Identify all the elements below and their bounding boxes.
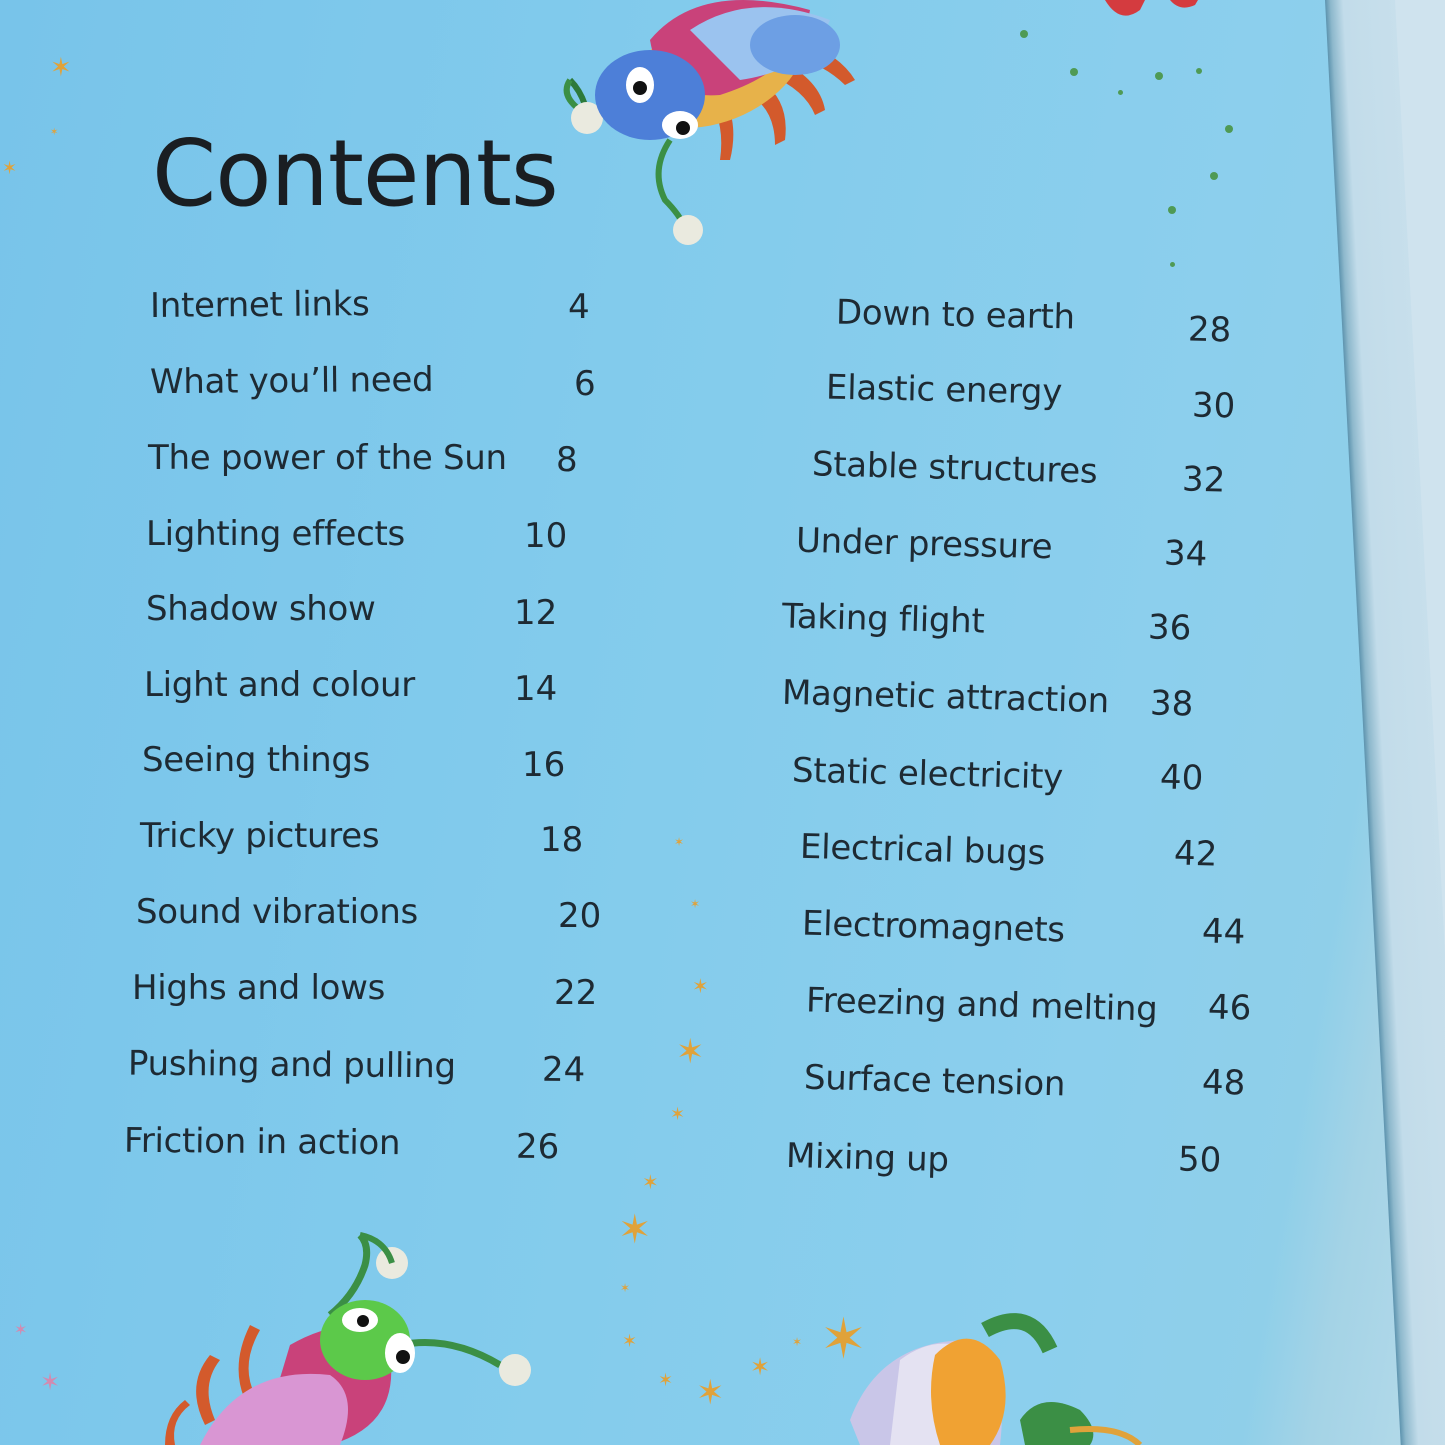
left-entry-page-number: 26 [515,1126,560,1168]
right-entry-page-number: 36 [1147,607,1192,649]
left-entry-title: Highs and lows [132,968,386,1008]
dot-icon [1225,125,1233,133]
star-icon: ✶ [14,1320,28,1339]
star-icon: ✶ [692,974,709,998]
star-icon: ✶ [2,158,18,179]
left-entry-title: The power of the Sun [148,438,507,478]
dot-icon [1020,30,1028,38]
right-entry-title: Magnetic attraction [781,672,1110,722]
left-entry-title: Internet links [149,284,370,326]
left-entry-title: Pushing and pulling [127,1043,456,1087]
star-icon: ✶ [674,835,685,849]
dot-icon [1196,68,1202,74]
star-icon: ✶ [676,1032,705,1072]
left-entry-title: Seeing things [142,740,371,780]
bug-bottom-left-icon [160,1225,540,1445]
star-icon: ✶ [696,1373,725,1413]
right-entry-page-number: 34 [1163,533,1208,575]
star-icon: ✶ [642,1170,659,1194]
left-entry-title: Lighting effects [146,514,405,554]
right-entry-page-number: 46 [1207,987,1252,1029]
star-icon: ✶ [820,1307,867,1372]
star-icon: ✶ [622,1331,638,1352]
star-icon: ✶ [658,1370,674,1391]
dot-icon [1170,262,1175,267]
left-entry-page-number: 8 [556,440,578,480]
right-entry-title: Electromagnets [801,903,1066,951]
star-icon: ✶ [50,53,72,83]
star-icon: ✶ [690,897,701,911]
dot-icon [1210,172,1218,180]
bug-bottom-right-icon [840,1300,1160,1445]
left-entry-page-number: 24 [541,1049,586,1091]
dot-icon [1118,90,1123,95]
right-entry-page-number: 42 [1173,833,1218,875]
right-entry-title: Taking flight [781,596,985,642]
star-icon: ✶ [620,1281,631,1295]
left-entry-title: Shadow show [146,589,376,629]
star-icon: ✶ [618,1207,652,1253]
left-entry-page-number: 16 [522,745,566,785]
dot-icon [1155,72,1163,80]
page-title: Contents [152,120,558,227]
star-icon: ✶ [750,1353,771,1381]
left-entry-page-number: 14 [514,669,558,709]
bug-top-icon [540,0,900,260]
right-entry-page-number: 48 [1201,1062,1246,1104]
left-entry-title: Light and colour [144,665,415,705]
left-entry-page-number: 4 [567,286,590,328]
right-entry-page-number: 40 [1159,757,1204,799]
right-entry-page-number: 38 [1149,683,1194,725]
right-entry-title: Static electricity [791,750,1064,798]
right-entry-page-number: 44 [1201,911,1246,953]
left-entry-title: Sound vibrations [136,892,418,932]
left-entry-page-number: 12 [514,593,558,633]
right-entry-title: Elastic energy [825,367,1063,413]
left-entry-page-number: 18 [540,820,584,860]
right-entry-title: Surface tension [803,1057,1066,1105]
left-entry-page-number: 20 [558,896,602,936]
right-entry-title: Mixing up [785,1135,950,1181]
left-entry-page-number: 6 [573,363,596,405]
star-icon: ✶ [40,1368,61,1396]
dot-icon [1168,206,1176,214]
left-entry-page-number: 10 [524,516,568,556]
right-entry-page-number: 32 [1181,459,1226,501]
star-icon: ✶ [792,1335,803,1349]
left-entry-page-number: 22 [554,973,598,1013]
right-entry-title: Freezing and melting [805,980,1159,1030]
right-entry-title: Down to earth [835,292,1076,338]
right-entry-page-number: 28 [1187,309,1232,351]
bug-fragment-icon [1100,0,1220,30]
right-entry-page-number: 50 [1177,1139,1222,1181]
star-icon: ✶ [50,127,59,138]
right-entry-page-number: 30 [1191,385,1236,427]
star-icon: ✶ [670,1104,686,1125]
right-entry-title: Under pressure [795,520,1053,568]
right-entry-title: Stable structures [811,444,1098,492]
right-entry-title: Electrical bugs [799,826,1046,874]
left-entry-title: Tricky pictures [140,816,380,856]
left-entry-title: What you’ll need [149,359,434,403]
dot-icon [1070,68,1078,76]
left-entry-title: Friction in action [123,1120,401,1164]
